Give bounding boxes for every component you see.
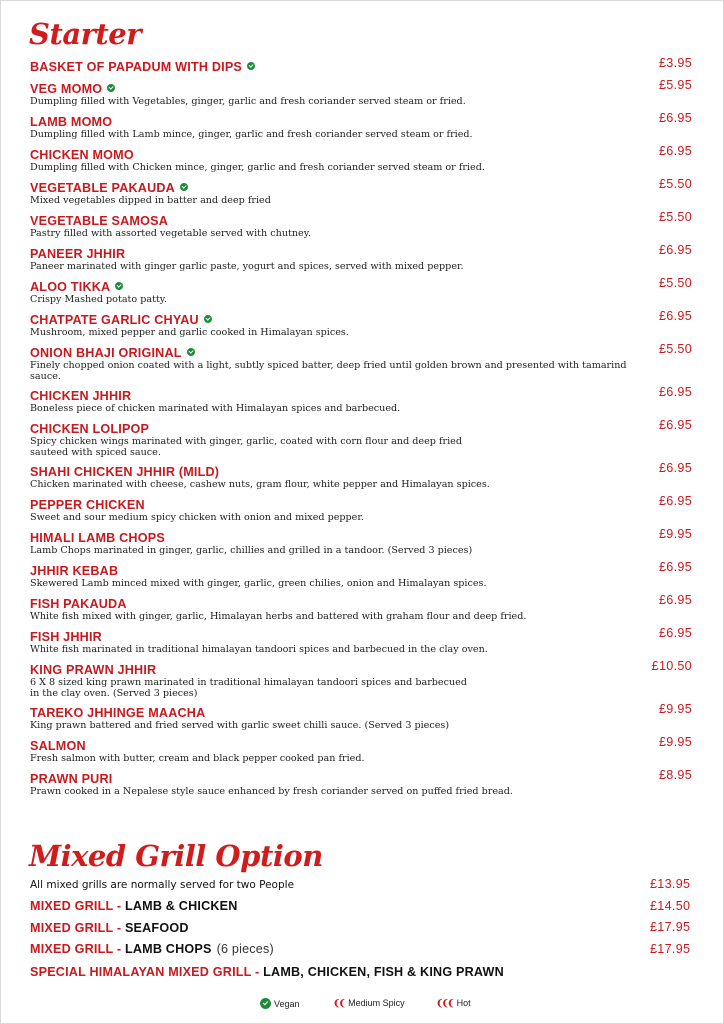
menu-item-name: ONION BHAJI ORIGINAL [30, 346, 182, 360]
menu-item-description: Crispy Mashed potato patty. [30, 294, 167, 305]
menu-item-description: Mixed vegetables dipped in batter and deep fried [30, 195, 271, 206]
menu-item-name: CHATPATE GARLIC CHYAU [30, 313, 199, 327]
vegan-icon [187, 348, 195, 356]
vegan-icon [247, 62, 255, 70]
menu-item-name: VEGETABLE SAMOSA [30, 214, 169, 228]
menu-item-name: SHAHI CHICKEN JHHIR (MILD) [30, 465, 220, 479]
menu-item-description: Boneless piece of chicken marinated with Himalayan spices and barbecued. [30, 403, 401, 414]
chilli-icon: ❨❨❨ [436, 998, 453, 1008]
vegan-icon [107, 84, 115, 92]
menu-item-price: £6.95 [658, 243, 692, 257]
menu-item [30, 560, 692, 590]
mixed-grill-price: £13.95 [650, 877, 691, 891]
menu-item-price: £6.95 [658, 385, 692, 399]
menu-item [30, 342, 692, 382]
chilli-icon: ❨❨ [333, 998, 345, 1008]
menu-item-price: £6.95 [658, 593, 692, 607]
menu-item-name: FISH JHHIR [30, 630, 102, 644]
mixed-grill-option: LAMB, CHICKEN, FISH & KING PRAWN [263, 965, 504, 979]
mixed-grill-option: LAMB & CHICKEN [124, 899, 238, 913]
menu-item-name: FISH PAKAUDA [30, 597, 127, 611]
menu-item-name: LAMB MOMO [30, 115, 113, 129]
menu-item [30, 78, 692, 108]
legend-medium-spicy [333, 998, 405, 1009]
menu-item [30, 177, 692, 207]
mixed-grill-label: SPECIAL HIMALAYAN MIXED GRILL [30, 965, 252, 979]
menu-item-price: £9.95 [658, 702, 692, 716]
menu-item [30, 461, 692, 491]
menu-item-description: Spicy chicken wings marinated with ginger, garlic, coated with corn flour and deep fried sauteed with spiced sauce. [30, 436, 462, 458]
menu-item [30, 309, 692, 339]
menu-item-price: £5.50 [658, 177, 692, 191]
mixed-grill-price: £17.95 [650, 942, 691, 956]
menu-item-price: £5.95 [658, 78, 692, 92]
menu-item-description: Finely chopped onion coated with a light, subtly spiced batter, deep fried until golden brown and presented with tamarind sauce. [30, 360, 627, 382]
menu-item-description: Mushroom, mixed pepper and garlic cooked in Himalayan spices. [30, 327, 349, 338]
menu-item-price: £3.95 [658, 56, 692, 70]
legend-hot [436, 998, 471, 1009]
mixed-grill-price: £17.95 [650, 920, 691, 934]
menu-item-description: Lamb Chops marinated in ginger, garlic, chillies and grilled in a tandoor. (Served 3 pieces) [30, 545, 473, 556]
legend-hot-label: Hot [456, 998, 471, 1008]
mixed-grill-item [30, 895, 692, 914]
menu-item-name: JHHIR KEBAB [30, 564, 119, 578]
menu-item-price: £6.95 [658, 626, 692, 640]
mixed-grill-item [30, 917, 692, 936]
menu-item-description: White fish mixed with ginger, garlic, Himalayan herbs and battered with graham flour and deep fried. [30, 611, 527, 622]
menu-item-description: Dumpling filled with Chicken mince, ginger, garlic and fresh coriander served steam or fried. [30, 162, 485, 173]
mixed-grill-option: LAMB CHOPS [124, 942, 212, 956]
menu-item-price: £6.95 [658, 560, 692, 574]
mixed-grill-extra: (6 pieces) [216, 942, 274, 956]
menu-item-price: £8.95 [658, 768, 692, 782]
vegan-icon [180, 183, 188, 191]
mixed-grill-item [30, 961, 692, 980]
menu-item [30, 593, 692, 623]
menu-item-price: £5.50 [658, 276, 692, 290]
menu-item-description: Dumpling filled with Vegetables, ginger, garlic and fresh coriander served steam or fried. [30, 96, 466, 107]
menu-item-name: CHICKEN MOMO [30, 148, 134, 162]
menu-item-name: SALMON [30, 739, 86, 753]
menu-item-name: PEPPER CHICKEN [30, 498, 145, 512]
menu-item-description: Chicken marinated with cheese, cashew nuts, gram flour, white pepper and Himalayan spices. [30, 479, 490, 490]
menu-item-name: TAREKO JHHINGE MAACHA [30, 706, 206, 720]
menu-item-price: £5.50 [658, 342, 692, 356]
menu-item [30, 111, 692, 141]
mixed-grill-note: All mixed grills are normally served for two People [30, 879, 295, 891]
starter-section-title: Starter [29, 17, 142, 51]
menu-item-name: VEG MOMO [30, 82, 103, 96]
menu-item-name: PRAWN PURI [30, 772, 113, 786]
mixed-grill-label: MIXED GRILL [30, 921, 114, 935]
menu-item-price: £6.95 [658, 494, 692, 508]
menu-item-price: £6.95 [658, 111, 692, 125]
menu-item-price: £6.95 [658, 144, 692, 158]
legend-vegan-label: Vegan [274, 999, 300, 1009]
menu-item-name: ALOO TIKKA [30, 280, 111, 294]
menu-item-price: £5.50 [658, 210, 692, 224]
legend-vegan [260, 998, 300, 1009]
menu-item-description: Pastry filled with assorted vegetable served with chutney. [30, 228, 311, 239]
mixed-grill-label: MIXED GRILL [30, 899, 114, 913]
menu-item [30, 702, 692, 732]
mixed-grill-separator: - [113, 899, 125, 913]
menu-item-description: White fish marinated in traditional himalayan tandoori spices and barbecued in the clay oven. [30, 644, 488, 655]
menu-item [30, 494, 692, 524]
vegan-icon [115, 282, 123, 290]
menu-item-name: VEGETABLE PAKAUDA [30, 181, 175, 195]
menu-item-description: 6 X 8 sized king prawn marinated in traditional himalayan tandoori spices and barbecued in the clay oven. (Served 3 pieces) [30, 677, 467, 699]
menu-item-description: Dumpling filled with Lamb mince, ginger, garlic and fresh coriander served steam or fried. [30, 129, 473, 140]
menu-item [30, 626, 692, 656]
menu-item-description: Paneer marinated with ginger garlic paste, yogurt and spices, served with mixed pepper. [30, 261, 464, 272]
mixed-grill-label: MIXED GRILL [30, 942, 114, 956]
mixed-grill-separator: - [113, 942, 125, 956]
menu-item [30, 276, 692, 306]
menu-item [30, 210, 692, 240]
mixed-grill-price: £14.50 [650, 899, 691, 913]
menu-item-name: BASKET OF PAPADUM WITH DIPS [30, 60, 243, 74]
mixed-grill-section-title: Mixed Grill Option [29, 839, 323, 873]
menu-item-name: CHICKEN JHHIR [30, 389, 132, 403]
legend-medium-spicy-label: Medium Spicy [348, 998, 405, 1008]
menu-item [30, 527, 692, 557]
menu-item-price: £10.50 [651, 659, 692, 673]
menu-item-name: PANEER JHHIR [30, 247, 126, 261]
menu-item [30, 144, 692, 174]
menu-item [30, 418, 692, 458]
menu-item [30, 735, 692, 765]
menu-item [30, 385, 692, 415]
menu-item [30, 243, 692, 273]
menu-item-description: Skewered Lamb minced mixed with ginger, garlic, green chilies, onion and Himalayan spices. [30, 578, 487, 589]
menu-item-price: £6.95 [658, 309, 692, 323]
menu-item-price: £9.95 [658, 735, 692, 749]
mixed-grill-separator: - [113, 921, 125, 935]
menu-item [30, 659, 692, 699]
mixed-grill-item [30, 938, 692, 957]
menu-item-description: Prawn cooked in a Nepalese style sauce enhanced by fresh coriander served on puffed fried bread. [30, 786, 513, 797]
menu-item-name: CHICKEN LOLIPOP [30, 422, 150, 436]
menu-item-name: KING PRAWN JHHIR [30, 663, 157, 677]
vegan-icon [204, 315, 212, 323]
menu-item-price: £6.95 [658, 418, 692, 432]
mixed-grill-option: SEAFOOD [124, 921, 189, 935]
menu-item-name: HIMALI LAMB CHOPS [30, 531, 165, 545]
vegan-icon [260, 998, 271, 1009]
menu-item-description: Sweet and sour medium spicy chicken with onion and mixed pepper. [30, 512, 364, 523]
menu-item-description: King prawn battered and fried served with garlic sweet chilli sauce. (Served 3 pieces) [30, 720, 450, 731]
menu-item-description: Fresh salmon with butter, cream and black pepper cooked pan fried. [30, 753, 365, 764]
mixed-grill-separator: - [251, 965, 264, 979]
menu-item [30, 768, 692, 798]
menu-item-price: £6.95 [658, 461, 692, 475]
menu-item [30, 56, 692, 75]
menu-item-price: £9.95 [658, 527, 692, 541]
